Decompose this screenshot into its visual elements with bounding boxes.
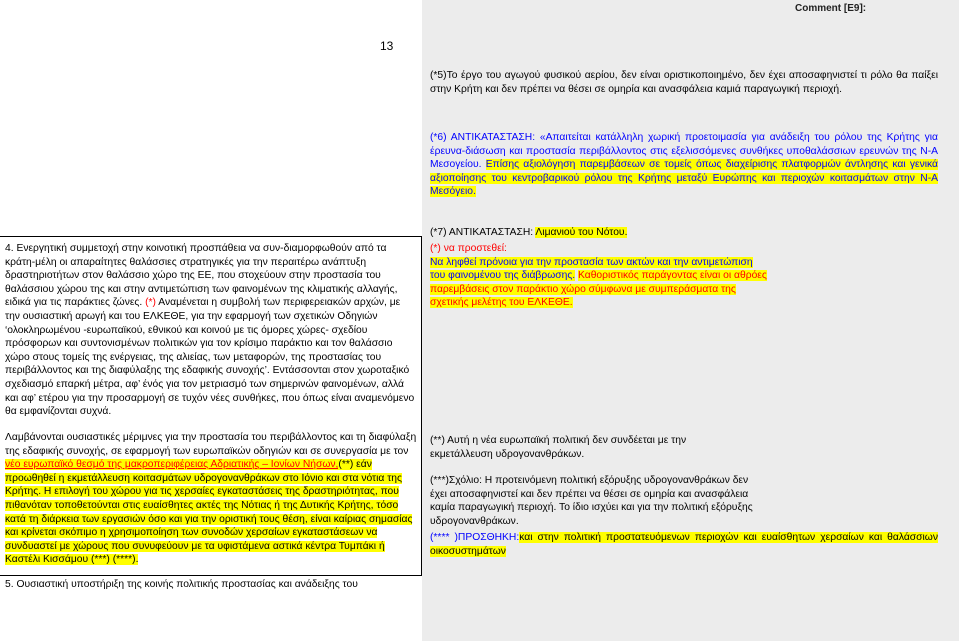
comment-7-prefix: (*7) ΑΝΤΙΚΑΤΑΣΤΑΣΗ: — [430, 227, 536, 238]
addition-marker: (*) να προστεθεί: — [430, 243, 507, 254]
comment-6-tail: Επίσης αξιολόγηση παρεμβάσεων σε τομείς όπως διαχείρισης πλατφορμών άντλησης και γενικά αξιοποίησης του κεντροβαρικού ρόλου της Κρήτης μεταξύ Ευρώπης και περιοχών κοιτασμάτων στην Ν-Α Μεσόγειο. — [430, 159, 938, 198]
comment-5-text: (*5)Το έργο του αγωγού φυσικού αερίου, δεν είναι οριστικοποιημένο, δεν έχει αποσαφηνιστεί τι ρόλο θα παίξει στην Κρήτη και δεν πρέπει να θέσει σε ομηρία και ανασφάλεια καμιά παραγωγική περιοχή. — [430, 70, 938, 95]
comment-3[interactable] — [430, 474, 760, 528]
table-border-right — [421, 236, 422, 576]
comment-4-prefix: (**** )ΠΡΟΣΘΗΚΗ: — [430, 532, 520, 543]
addition-text-2: Καθοριστικός παράγοντας είναι οι αθρόες παρεμβάσεις στον παράκτιο χώρο σύμφωνα με συμπεράσματα της σχετικής μελέτης του ΕΛΚΕΘΕ. — [430, 270, 767, 309]
comment-5[interactable] — [430, 69, 938, 96]
page-number: 13 — [380, 39, 394, 53]
paragraph-measures — [5, 431, 417, 567]
paragraph-4 — [5, 242, 417, 419]
comment-addition[interactable] — [430, 242, 770, 310]
paragraph-4-text: 4. Ενεργητική συμμετοχή στην κοινοτική προσπάθεια να συν-διαμορφωθούν από τα κράτη-μέλη οι απαραίτητες θαλάσσιες στρατηγικές για την περαιτέρω ανάπτυξη δραστηριοτήτων στον θαλάσσιο χώρο της ΕΕ, που στοχεύουν στην προστασία του θαλάσσιου χώρου της και στην αντιμετώπιση των φαινομένων της κλιματικής αλλαγής, ειδικά για τις παράκτιες ζώνες. — [5, 243, 398, 309]
comment-7[interactable] — [430, 226, 938, 240]
comment-2-text: (**) Αυτή η νέα ευρωπαϊκή πολιτική δεν συνδέεται με την εκμετάλλευση υδρογονανθράκων. — [430, 435, 687, 460]
comment-2[interactable] — [430, 434, 750, 461]
paragraph-measures-highlight-1: νέο ευρωπαϊκό θεσμό της μακροπεριφέρειας Αδριατικής – Ιονίων Νήσων, — [5, 459, 339, 471]
comment-4[interactable] — [430, 531, 938, 558]
paragraph-5-text: 5. Ουσιαστική υποστήριξη της κοινής πολιτικής προστασίας και ανάδειξης του — [5, 579, 358, 590]
table-border-top — [0, 236, 422, 237]
comment-4-text: και στην πολιτική προστατευόμενων περιοχών και ευαίσθητων χερσαίων και θαλάσσιων οικοσυστημάτων — [430, 532, 938, 557]
comments-header: Comment [Ε9]: — [795, 3, 867, 14]
comment-6-lead: (*6) ΑΝΤΙΚΑΤΑΣΤΑΣΗ: «Απαιτείται κατάλληλη χωρική προετοιμασία για ανάδειξη του ρόλου της Κρήτης για έρευνα-διάσωση και προστασία περιβάλλοντος στις εξελισσόμενες συνθήκες υποθαλάσσιων ερευνών της Ν-Α Μεσογείου. — [430, 132, 938, 171]
paragraph-measures-highlight-2: (**) εάν προωθηθεί η εκμετάλλευση κοιτασμάτων υδρογονανθράκων στο Ιόνιο και στα νότια της Κρήτης. Η επιλογή του χώρου για τις χερσαίες εγκαταστάσεις της δραστηριότητας, που πιθανόταν τοποθετούνται στις ευαίσθητες ακτές της Νότιας ή της Δυτικής Κρήτης, τόσο κατά τη διάρκεια των εργασιών όσο και για την οριστική τους θέση, είναι καίριας σημασίας και κρίνεται σκόπιμο η χρησιμοποίηση των συνοδών χερσαίων εγκαταστάσεων να συνδυαστεί με χώρους που συνυφεύουν με τα υφιστάμενα αστικά κέντρα Τυμπάκι ή Καστέλι Κισσάμου (***) (****). — [5, 459, 413, 566]
comment-3-text: (***)Σχόλιο: Η προτεινόμενη πολιτική εξόρυξης υδρογονανθράκων δεν έχει αποσαφηνιστεί και δεν πρέπει να θέσει σε ομηρία και ανασφάλεια καμία παραγωγική περιοχή. Το ίδιο ισχύει και για την πολιτική εξόρυξης υδρογονανθράκων. — [430, 475, 753, 527]
comment-6[interactable] — [430, 131, 938, 199]
addition-text-1: Να ληφθεί πρόνοια για την προστασία των ακτών και την αντιμετώπιση του φαινομένου της διάβρωσης. — [430, 256, 753, 282]
paragraph-measures-text: Λαμβάνονται ουσιαστικές μέριμνες για την προστασία του περιβάλλοντος και τη διαφύλαξη της εδαφικής συνοχής, σε εφαρμογή των ευρωπαϊκών οδηγιών και σε συνεργασία με τον — [5, 432, 417, 457]
paragraph-4-rest: Αναμένεται η συμβολή των περιφερειακών αρχών, με την ουσιαστική αρωγή και του ΕΛΚΕΘΕ, για την εφαρμογή των σχετικών Οδηγιών ‘ολοκληρωμένου -ευρωπαϊκού, εθνικού και κοινού με τις όμορες χώρες- σχεδίου πρόσφορων και συντονισμένων πολιτικών για τον κρίσιμο παράκτιο και τον θαλάσσιο χώρο στους τομείς της ενέργειας, της αλιείας, των μεταφορών, της προστασίας του περιβάλλοντος και της διαφύλαξης της εδαφικής συνοχής’. Εντάσσονται στον χωροταξικό σχεδιασμό επαρκή μέτρα, αφ’ ένός για τον μετριασμό των σημερινών φαινομένων, αλλά και αφ’ ετέρου για την προσαρμογή σε τυχόν νέες συνθήκες, που όπως είναι αναμενόμενο θα εμφανίζονται συχνά. — [5, 297, 415, 418]
paragraph-4-marker: (*) — [145, 297, 156, 309]
comment-7-highlight: Λιμανιού του Νότου. — [535, 227, 628, 238]
table-border-bottom — [0, 575, 422, 576]
paragraph-5 — [5, 578, 417, 592]
